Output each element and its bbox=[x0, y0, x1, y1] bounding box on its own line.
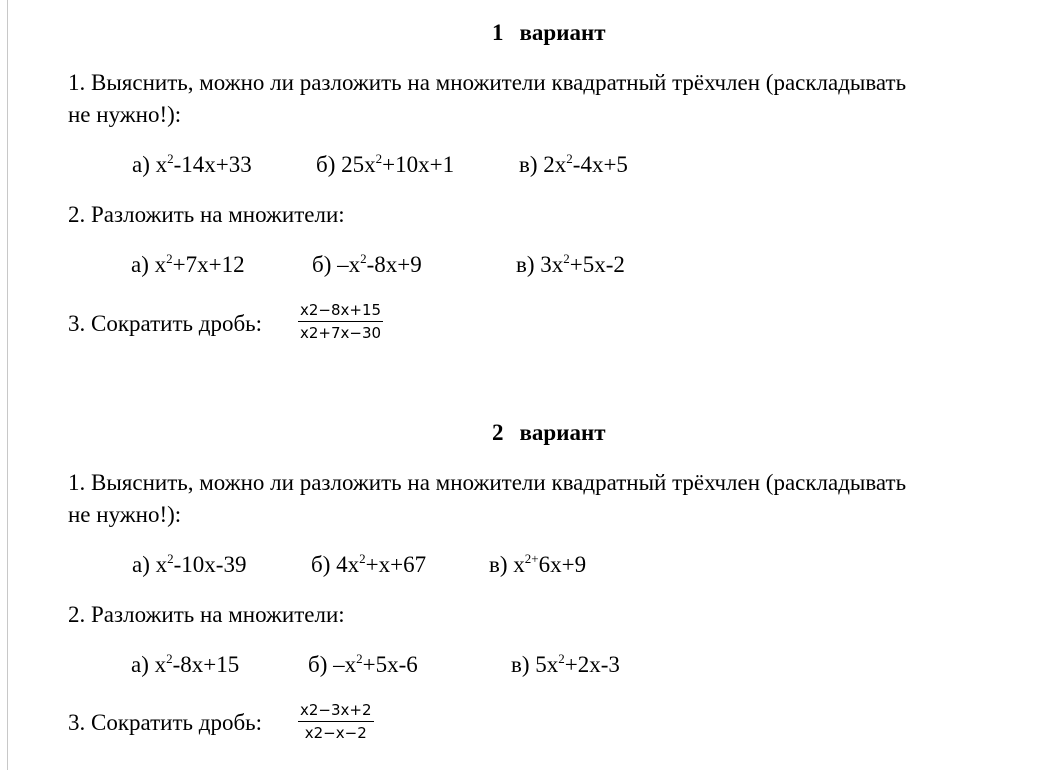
v2-task2-item-a-prefix: а) x bbox=[131, 652, 167, 677]
v1-task2-item-c bbox=[516, 249, 625, 281]
variant-1-heading bbox=[492, 17, 606, 49]
v1-fraction-denominator: x2+7x−30 bbox=[300, 324, 382, 343]
v1-task1-item-b-suffix: +10x+1 bbox=[382, 152, 455, 177]
v2-task1-item-a-exponent: 2 bbox=[167, 551, 174, 566]
v2-task2-item-b-suffix: +5x-6 bbox=[362, 652, 418, 677]
v2-task1-item-c-suffix: 6x+9 bbox=[538, 552, 587, 577]
v2-task2-item-c-exponent: 2 bbox=[558, 651, 565, 666]
v2-task2-item-c bbox=[511, 649, 620, 681]
v2-task2-item-a bbox=[131, 649, 239, 681]
v1-task2-item-b bbox=[312, 249, 422, 281]
v1-task2-item-b-prefix: б) –x bbox=[312, 252, 361, 277]
v1-task2-text: 2. Разложить на множители: bbox=[68, 202, 345, 227]
v2-task1-item-b-exponent: 2 bbox=[359, 551, 366, 566]
v2-task1-item-a-prefix: а) x bbox=[132, 552, 168, 577]
v1-task3-fraction bbox=[298, 301, 383, 342]
variant-1-number: 1 bbox=[492, 20, 504, 45]
v2-task1-item-b bbox=[311, 549, 426, 581]
v1-task2-item-a-exponent: 2 bbox=[166, 251, 173, 266]
v2-fraction-denominator: x2−x−2 bbox=[304, 724, 367, 743]
v1-task1-item-b bbox=[316, 149, 454, 181]
v2-task1-item-a-suffix: -10x-39 bbox=[173, 552, 247, 577]
v1-task1-item-c bbox=[519, 149, 628, 181]
v1-task1-item-a bbox=[132, 149, 252, 181]
v1-task1-text-line1: 1. Выяснить, можно ли разложить на множители квадратный трёхчлен (раскладывать bbox=[68, 70, 907, 95]
v2-task1-item-a bbox=[132, 549, 246, 581]
v2-task1-item-b-prefix: б) 4x bbox=[311, 552, 360, 577]
v2-task2-item-b-prefix: б) –x bbox=[308, 652, 357, 677]
v1-task2-item-b-suffix: -8x+9 bbox=[366, 252, 422, 277]
v1-task1-item-c-prefix: в) 2x bbox=[519, 152, 567, 177]
v1-task2-item-c-prefix: в) 3x bbox=[516, 252, 564, 277]
v2-task2-item-c-suffix: +2x-3 bbox=[564, 652, 620, 677]
variant-2-number: 2 bbox=[492, 420, 504, 445]
v2-task3-fraction bbox=[298, 701, 374, 742]
v1-task2-item-b-exponent: 2 bbox=[360, 251, 367, 266]
page-left-border bbox=[7, 0, 8, 770]
v1-task1-item-a-prefix: а) x bbox=[132, 152, 168, 177]
v1-task2-item-c-exponent: 2 bbox=[563, 251, 570, 266]
v2-task2-item-a-suffix: -8x+15 bbox=[172, 652, 240, 677]
v1-task1-item-b-prefix: б) 25x bbox=[316, 152, 376, 177]
variant-1-title: вариант bbox=[519, 20, 606, 45]
v2-task2-item-c-prefix: в) 5x bbox=[511, 652, 559, 677]
variant-2-heading bbox=[492, 417, 606, 449]
v1-task1-item-c-exponent: 2 bbox=[566, 151, 573, 166]
v2-task1-item-c-prefix: в) x bbox=[489, 552, 525, 577]
v1-task2-item-a-suffix: +7x+12 bbox=[172, 252, 245, 277]
v2-task1-text-line1: 1. Выяснить, можно ли разложить на множители квадратный трёхчлен (раскладывать bbox=[68, 470, 907, 495]
v1-task1-item-a-suffix: -14x+33 bbox=[173, 152, 252, 177]
v1-task1-item-a-exponent: 2 bbox=[167, 151, 174, 166]
v2-fraction-numerator: x2−3x+2 bbox=[300, 701, 372, 719]
v2-task1-text-line2: не нужно!): bbox=[68, 502, 182, 527]
v2-task2-text: 2. Разложить на множители: bbox=[68, 602, 345, 627]
v1-task2-item-a bbox=[131, 249, 245, 281]
v1-task1-item-c-suffix: -4x+5 bbox=[572, 152, 628, 177]
v2-task3-text: 3. Сократить дробь: bbox=[68, 710, 263, 735]
v1-task1-text-line2: не нужно!): bbox=[68, 102, 182, 127]
v2-task2-item-b-exponent: 2 bbox=[356, 651, 363, 666]
v2-task1-item-c bbox=[489, 549, 586, 581]
v1-task2-item-c-suffix: +5x-2 bbox=[569, 252, 625, 277]
v1-task2-item-a-prefix: а) x bbox=[131, 252, 167, 277]
v2-task2-item-b bbox=[308, 649, 418, 681]
variant-2-title: вариант bbox=[519, 420, 606, 445]
v2-task1-item-b-suffix: +x+67 bbox=[365, 552, 427, 577]
v1-fraction-numerator: x2−8x+15 bbox=[300, 301, 382, 319]
v1-task1-item-b-exponent: 2 bbox=[375, 151, 383, 166]
v2-task2-item-a-exponent: 2 bbox=[166, 651, 173, 666]
v2-task1-item-c-exponent: 2+ bbox=[524, 551, 539, 566]
v1-task3-text: 3. Сократить дробь: bbox=[68, 311, 263, 336]
